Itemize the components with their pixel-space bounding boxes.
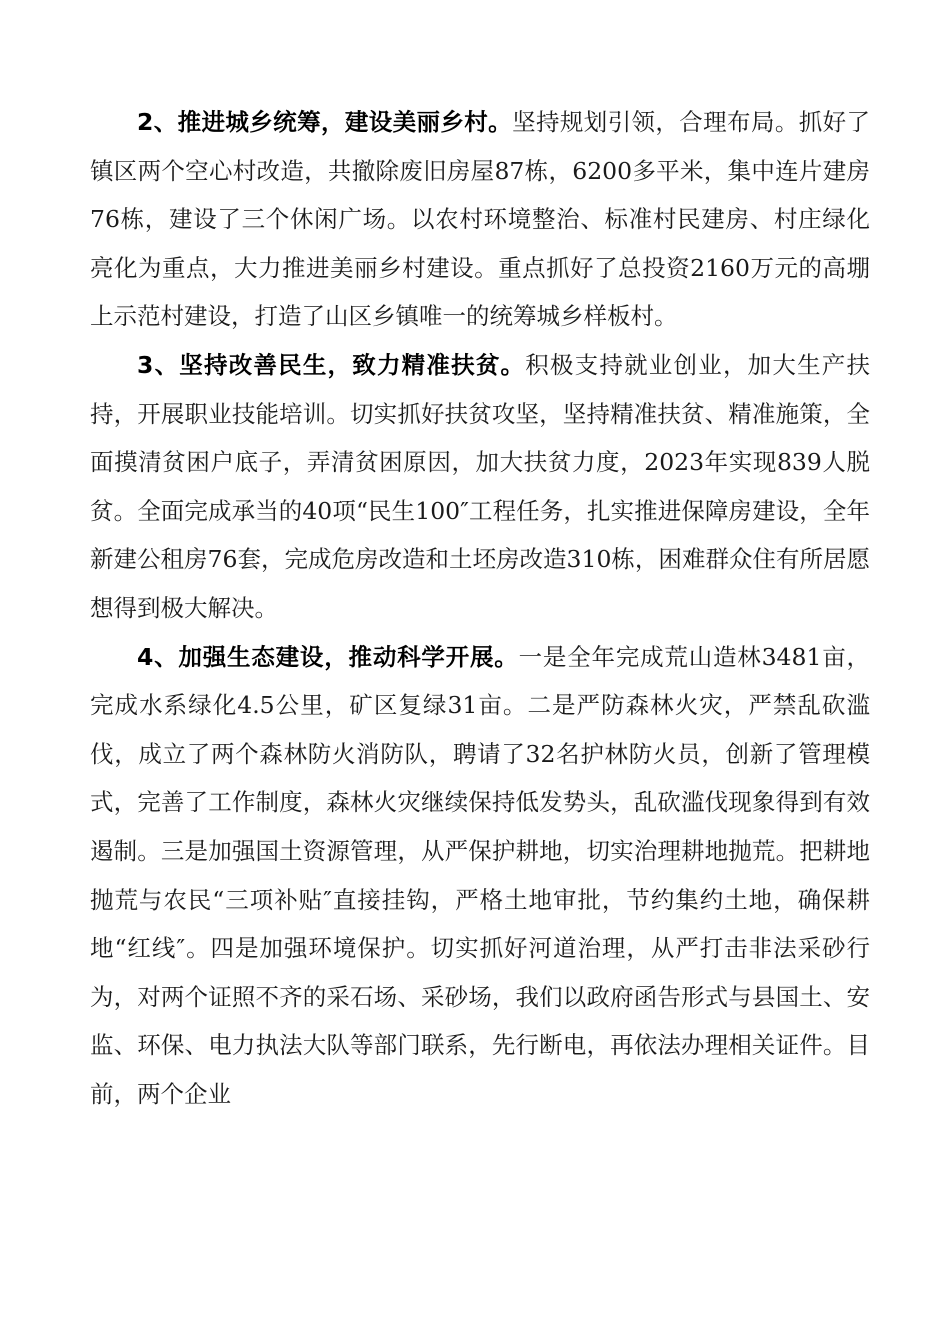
paragraph-text: 坚持规划引领，合理布局。抓好了镇区两个空心村改造，共撤除废旧房屋87栋，6200多平米，集中连片建房76栋，建设了三个休闲广场。以农村环境整治、标准村民建房、村庄绿化亮化为重点，大力推进美丽乡村建设。重点抓好了总投资2160万元的高堋上示范村建设，打造了山区乡镇唯一的统筹城乡样板村。 — [90, 108, 870, 331]
paragraph-heading: 2、推进城乡统筹，建设美丽乡村。 — [137, 108, 513, 136]
paragraph-ecology — [90, 633, 870, 1119]
paragraph-heading: 4、加强生态建设，推动科学开展。 — [137, 642, 519, 671]
paragraph-livelihood — [90, 341, 870, 633]
paragraph-urban-rural — [90, 98, 870, 341]
paragraph-text: 积极支持就业创业，加大生产扶持，开展职业技能培训。切实抓好扶贫攻坚，坚持精准扶贫、精准施策，全面摸清贫困户底子，弄清贫困原因，加大扶贫力度，2023年实现839人脱贫。全面完成承当的40项“民生100″工程任务，扎实推进保障房建设，全年新建公租房76套，完成危房改造和土坯房改造310栋，困难群众住有所居愿想得到极大解决。 — [90, 350, 871, 622]
document-body — [90, 98, 870, 1118]
paragraph-text: 一是全年完成荒山造林3481亩，完成水系绿化4.5公里，矿区复绿31亩。二是严防森林火灾，严禁乱砍滥伐，成立了两个森林防火消防队，聘请了32名护林防火员，创新了管理模式，完善了工作制度，森林火灾继续保持低发势头，乱砍滥伐现象得到有效遏制。三是加强国土资源管理，从严保护耕地，切实治理耕地抛荒。把耕地抛荒与农民“三项补贴″直接挂钩，严格土地审批，节约集约土地，确保耕地“红线″。四是加强环境保护。切实抓好河道治理，从严打击非法采砂行为，对两个证照不齐的采石场、采砂场，我们以政府函告形式与县国土、安监、环保、电力执法大队等部门联系，先行断电，再依法办理相关证件。目前，两个企业 — [90, 642, 870, 1108]
paragraph-heading: 3、坚持改善民生，致力精准扶贫。 — [137, 350, 526, 379]
